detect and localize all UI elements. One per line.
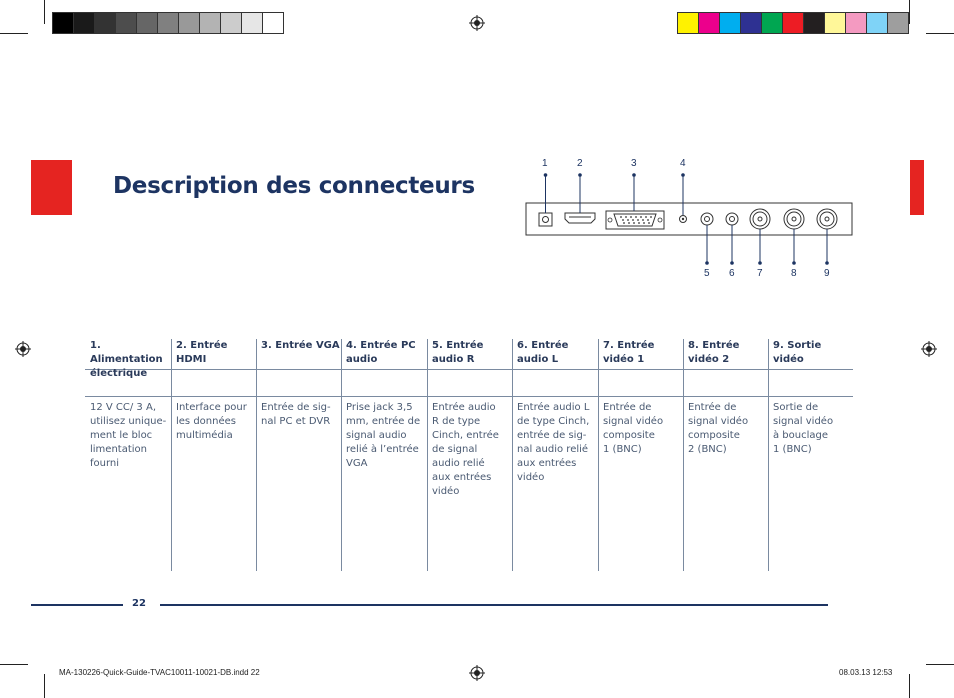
color-swatch — [888, 12, 909, 34]
diagram-label-7: 7 — [757, 268, 763, 279]
diagram-label-2: 2 — [577, 158, 583, 169]
color-swatch — [677, 12, 699, 34]
registration-mark-icon — [921, 341, 937, 357]
color-swatch — [52, 12, 74, 34]
table-column — [85, 339, 170, 571]
table-column-divider — [341, 339, 342, 571]
footer-file-name: MA-130226-Quick-Guide-TVAC10011-10021-DB.indd 22 — [59, 668, 260, 677]
table-cell: Entrée de sig- nal PC et DVR — [261, 402, 331, 427]
table-column — [427, 339, 512, 571]
process-color-bar — [677, 12, 909, 34]
diagram-label-3: 3 — [631, 158, 637, 169]
diagram-label-1: 1 — [542, 158, 548, 169]
table-cell: 12 V CC/ 3 A, utilisez unique- ment le bloc limentation fourni — [90, 402, 167, 469]
table-column-divider — [427, 339, 428, 571]
color-swatch — [137, 12, 158, 34]
color-swatch — [221, 12, 242, 34]
color-swatch — [699, 12, 720, 34]
table-column-divider — [768, 339, 769, 571]
table-column-header: 9. Sortie vidéo — [773, 340, 822, 365]
table-column-divider — [512, 339, 513, 571]
table-column-divider — [683, 339, 684, 571]
footer-rule-left — [31, 604, 123, 606]
section-tab-left — [31, 160, 72, 215]
table-column — [768, 339, 853, 571]
table-column — [341, 339, 426, 571]
color-swatch — [762, 12, 783, 34]
table-column-divider — [598, 339, 599, 571]
crop-mark-icon — [926, 664, 954, 665]
registration-mark-icon — [469, 15, 485, 31]
table-column-header: 2. Entrée HDMI — [176, 340, 228, 365]
gray-color-bar — [52, 12, 284, 34]
diagram-label-8: 8 — [791, 268, 797, 279]
table-column — [683, 339, 768, 571]
color-swatch — [741, 12, 762, 34]
table-column-header: 7. Entrée vidéo 1 — [603, 340, 655, 365]
page-number: 22 — [132, 598, 146, 609]
page-title: Description des connecteurs — [113, 173, 475, 199]
color-swatch — [95, 12, 116, 34]
color-swatch — [720, 12, 741, 34]
color-swatch — [116, 12, 137, 34]
color-swatch — [242, 12, 263, 34]
footer-rule-right — [160, 604, 828, 606]
crop-mark-icon — [909, 0, 910, 24]
color-swatch — [158, 12, 179, 34]
registration-mark-icon — [469, 665, 485, 681]
color-swatch — [263, 12, 284, 34]
diagram-label-6: 6 — [729, 268, 735, 279]
crop-mark-icon — [0, 33, 28, 34]
table-column-divider — [171, 339, 172, 571]
crop-mark-icon — [44, 674, 45, 698]
section-tab-right — [910, 160, 924, 215]
table-cell: Interface pour les données multimédia — [176, 402, 247, 441]
table-column — [256, 339, 341, 571]
table-column — [512, 339, 597, 571]
table-cell: Entrée audio L de type Cinch, entrée de sig- nal audio relié aux entrées vidéo — [517, 402, 590, 483]
color-swatch — [846, 12, 867, 34]
color-swatch — [179, 12, 200, 34]
color-swatch — [74, 12, 95, 34]
footer-date: 08.03.13 12:53 — [839, 668, 893, 677]
connector-panel-diagram — [520, 155, 860, 285]
table-column-divider — [256, 339, 257, 571]
color-swatch — [804, 12, 825, 34]
diagram-label-4: 4 — [680, 158, 686, 169]
table-column-header: 5. Entrée audio R — [432, 340, 484, 365]
table-column-header: 4. Entrée PC audio — [346, 340, 416, 365]
table-cell: Sortie de signal vidéo à bouclage 1 (BNC) — [773, 402, 834, 455]
crop-mark-icon — [926, 33, 954, 34]
table-column — [171, 339, 256, 571]
table-column — [598, 339, 683, 571]
crop-mark-icon — [0, 664, 28, 665]
table-column-header: 6. Entrée audio L — [517, 340, 569, 365]
table-column-header: 1. Alimentation électrique — [90, 340, 163, 379]
table-column-header: 3. Entrée VGA — [261, 340, 340, 351]
crop-mark-icon — [44, 0, 45, 24]
table-cell: Entrée de signal vidéo composite 1 (BNC) — [603, 402, 664, 455]
table-cell: Prise jack 3,5 mm, entrée de signal audio relié à l’entrée VGA — [346, 402, 421, 469]
color-swatch — [867, 12, 888, 34]
color-swatch — [200, 12, 221, 34]
table-column-header: 8. Entrée vidéo 2 — [688, 340, 740, 365]
diagram-label-5: 5 — [704, 268, 710, 279]
color-swatch — [783, 12, 804, 34]
crop-mark-icon — [909, 674, 910, 698]
table-cell: Entrée de signal vidéo composite 2 (BNC) — [688, 402, 749, 455]
table-cell: Entrée audio R de type Cinch, entrée de signal audio relié aux entrées vidéo — [432, 402, 499, 497]
registration-mark-icon — [15, 341, 31, 357]
color-swatch — [825, 12, 846, 34]
diagram-label-9: 9 — [824, 268, 830, 279]
